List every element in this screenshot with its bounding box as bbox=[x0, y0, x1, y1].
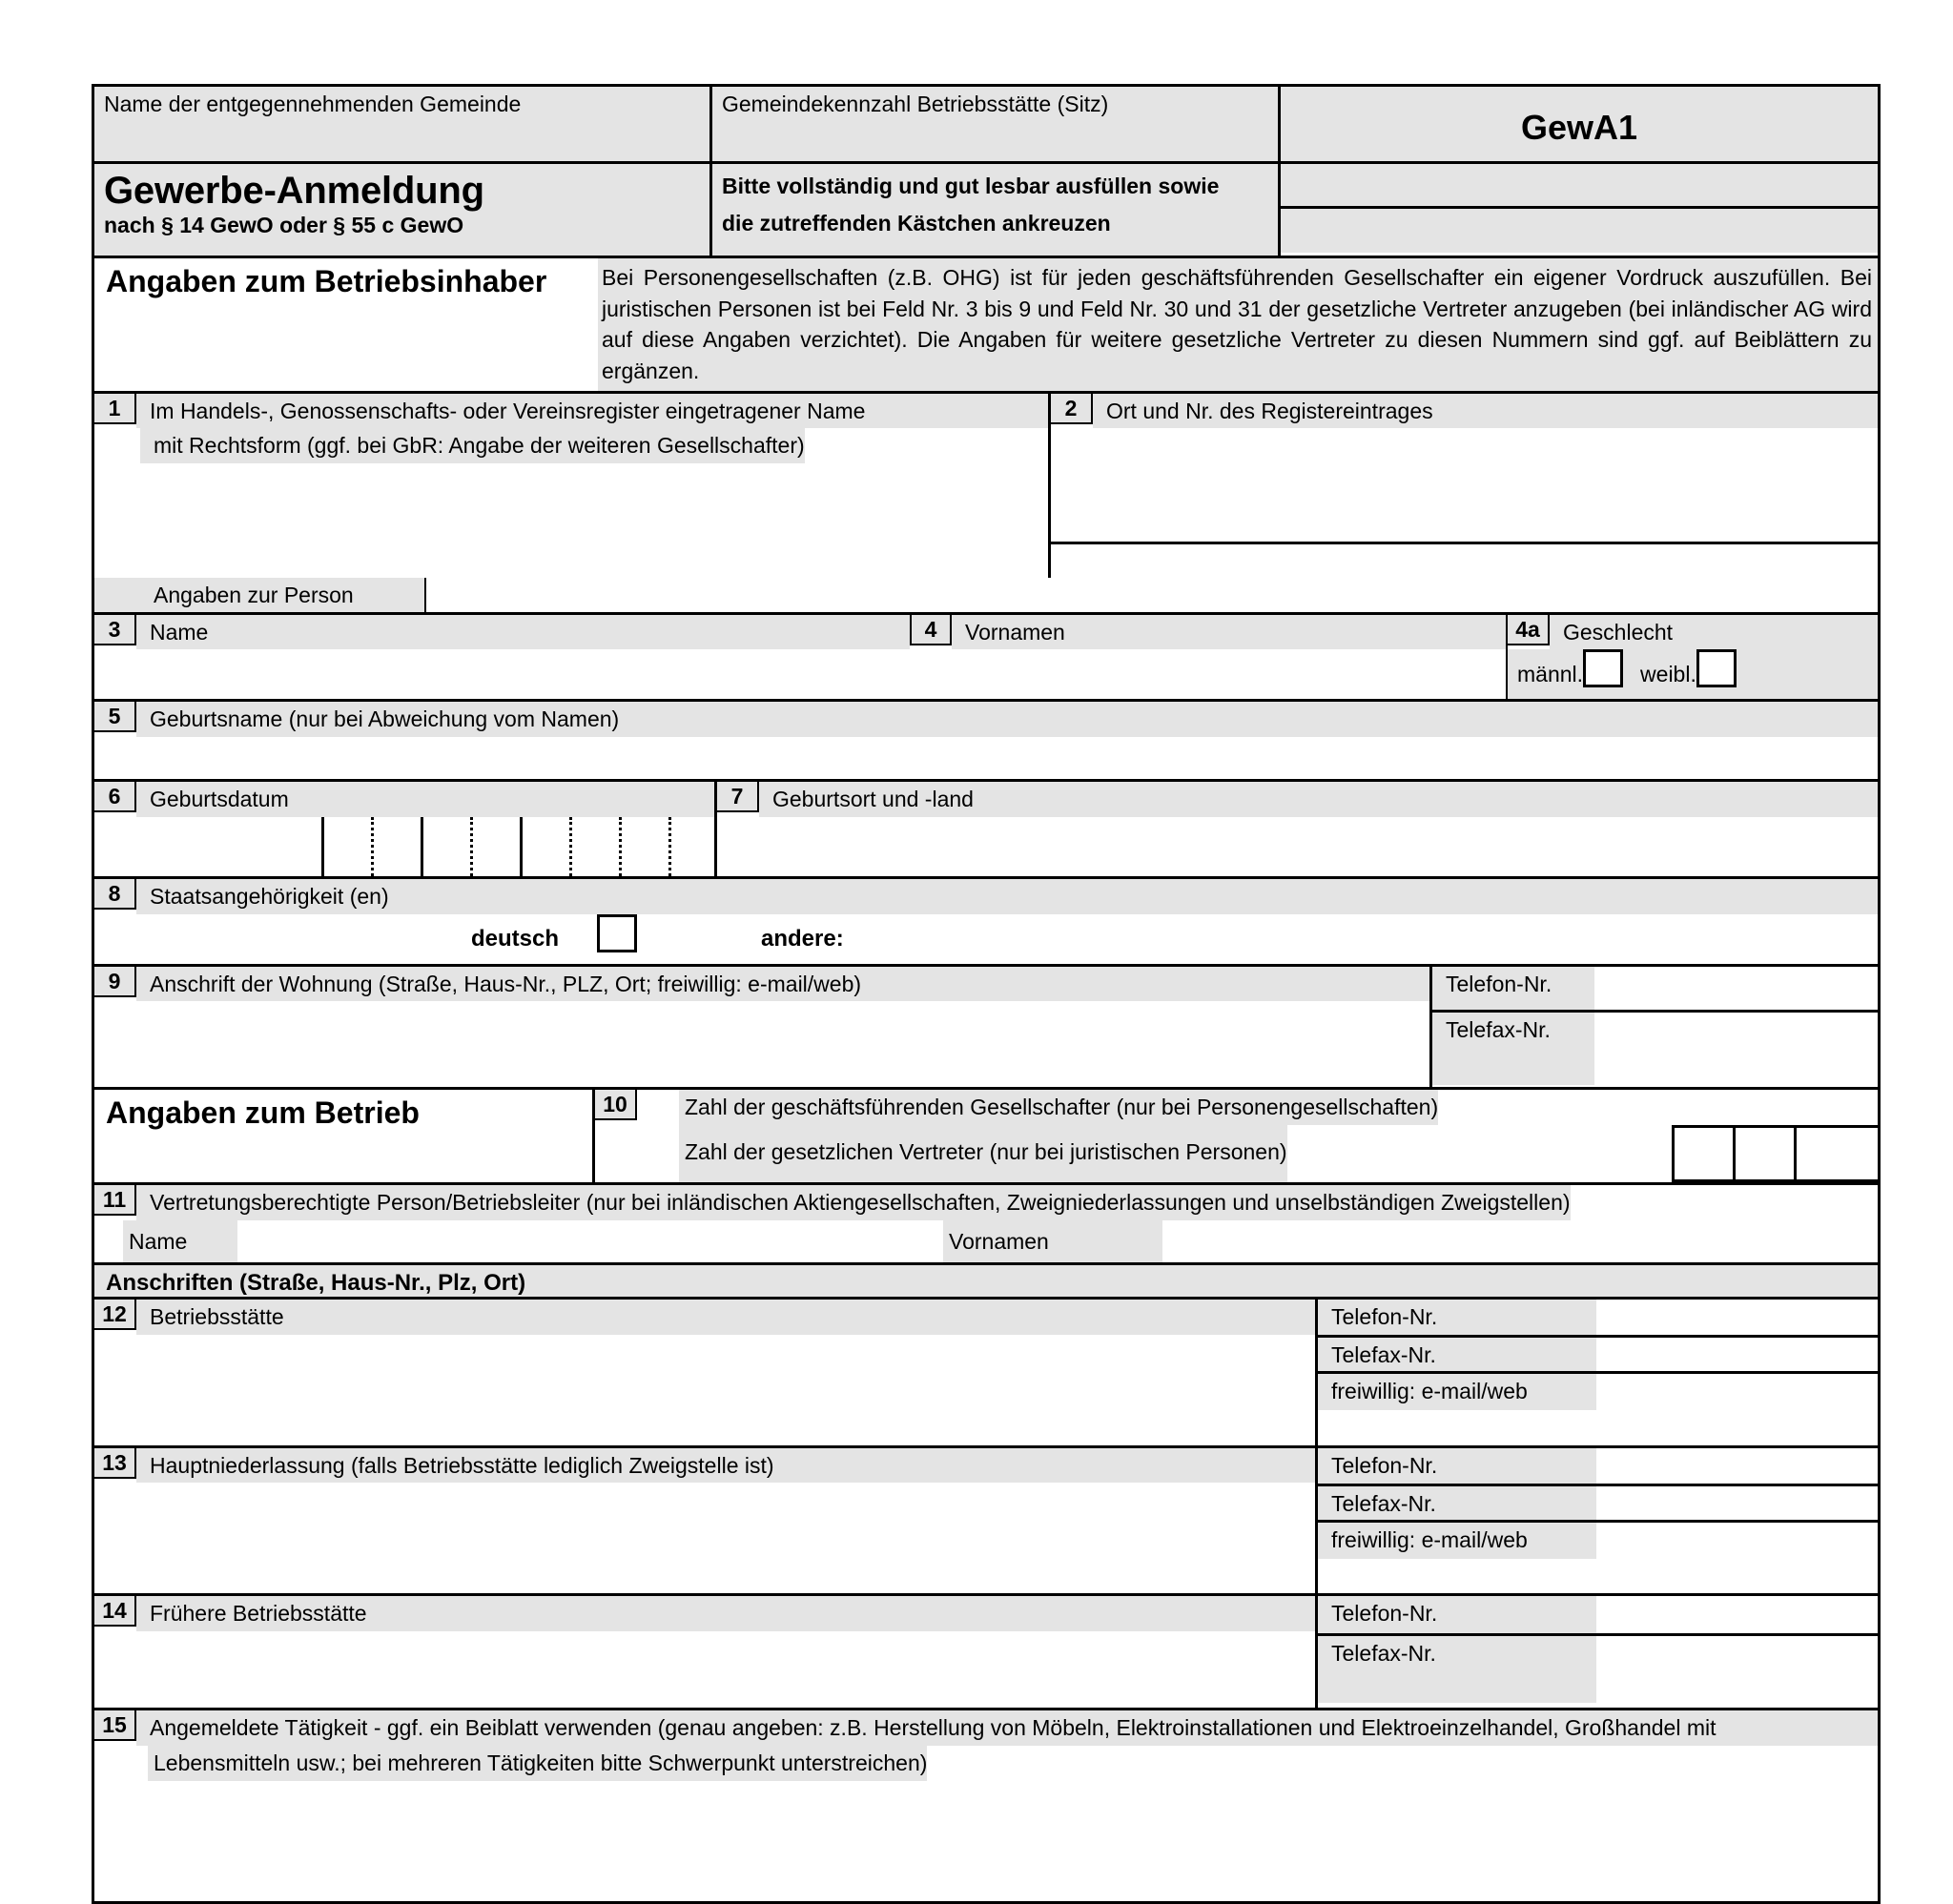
field-3-input[interactable] bbox=[94, 649, 910, 699]
date-cell-y3[interactable] bbox=[619, 817, 668, 876]
person-subheader-indent bbox=[94, 578, 140, 612]
field-4a-label: Geschlecht bbox=[1550, 615, 1878, 650]
field-12-phone-row bbox=[1318, 1300, 1878, 1338]
gemeindekennzahl-label: Gemeindekennzahl Betriebsstätte (Sitz) bbox=[712, 87, 1278, 161]
field-9-number: 9 bbox=[94, 967, 136, 997]
field-13-row bbox=[94, 1445, 1878, 1594]
owner-note-cell bbox=[598, 258, 1878, 391]
gemeinde-cell bbox=[94, 87, 712, 161]
page-title: Gewerbe-Anmeldung bbox=[104, 170, 484, 212]
field-11-row bbox=[94, 1182, 1878, 1262]
field-14-address-input[interactable] bbox=[94, 1631, 1315, 1708]
gemeinde-label: Name der entgegennehmenden Gemeinde bbox=[94, 87, 709, 161]
field-14-number: 14 bbox=[94, 1596, 136, 1627]
form-title-cell bbox=[94, 164, 712, 256]
field-12-number: 12 bbox=[94, 1300, 136, 1330]
field-13-number: 13 bbox=[94, 1448, 136, 1479]
field-14-contact-cell bbox=[1315, 1596, 1878, 1708]
field-9-phone-input[interactable] bbox=[1594, 967, 1878, 1010]
field-4a-options bbox=[1508, 649, 1878, 699]
field-8-label: Staatsangehörigkeit (en) bbox=[136, 879, 1878, 914]
field-13-phone-row bbox=[1318, 1448, 1878, 1486]
person-subheader-pad bbox=[426, 578, 1878, 612]
field-8-number: 8 bbox=[94, 879, 136, 910]
field-12-email-input[interactable] bbox=[1596, 1374, 1878, 1410]
field-12-address-input[interactable] bbox=[94, 1335, 1315, 1445]
field-10-pad-2 bbox=[1287, 1125, 1672, 1182]
field-9-row bbox=[94, 964, 1878, 1088]
field-9-label: Anschrift der Wohnung (Straße, Haus-Nr., PLZ, Ort; freiwillig: e-mail/web) bbox=[136, 967, 1429, 1002]
field-1-2-row bbox=[94, 391, 1878, 578]
business-section-row bbox=[94, 1087, 1878, 1182]
field-6-7-row bbox=[94, 779, 1878, 876]
field-7-label: Geburtsort und -land bbox=[759, 782, 1878, 817]
field-15-input[interactable] bbox=[94, 1781, 1878, 1901]
date-cell-m2[interactable] bbox=[470, 817, 520, 876]
field-14-row bbox=[94, 1593, 1878, 1708]
field-9-contact-cell bbox=[1429, 967, 1878, 1088]
field-6-date-comb[interactable] bbox=[94, 817, 714, 876]
checkbox-female[interactable] bbox=[1696, 649, 1737, 687]
header-row-top bbox=[94, 87, 1878, 161]
formcode-spacer-lower bbox=[1281, 209, 1878, 253]
date-cell-d1[interactable] bbox=[321, 817, 371, 876]
field-13-email-input[interactable] bbox=[1596, 1523, 1878, 1559]
field-13-address-input[interactable] bbox=[94, 1483, 1315, 1593]
field-8-row bbox=[94, 876, 1878, 964]
field-10-gap-2 bbox=[595, 1125, 679, 1182]
field-4-input[interactable] bbox=[910, 649, 1506, 699]
instruction-line-2: die zutreffenden Kästchen ankreuzen bbox=[722, 211, 1111, 235]
person-subheader-row bbox=[94, 578, 1878, 612]
gewa1-form bbox=[92, 84, 1881, 1904]
field-12-phone-input[interactable] bbox=[1596, 1300, 1878, 1335]
field-15-label-pad bbox=[927, 1746, 1878, 1781]
field-15-label-line-1: Angemeldete Tätigkeit - ggf. ein Beiblatt verwenden (genau angeben: z.B. Herstellung von Möbeln, Elektroinstallationen und Elektroeinzelhandel, Großhandel mit bbox=[136, 1710, 1878, 1746]
field-14-phone-row bbox=[1318, 1596, 1878, 1636]
field-14-phone-label: Telefon-Nr. bbox=[1318, 1596, 1596, 1633]
field-2-input[interactable] bbox=[1051, 428, 1878, 544]
field-14-label: Frühere Betriebsstätte bbox=[136, 1596, 1315, 1631]
field-1-cell bbox=[94, 394, 1048, 578]
field-13-fax-label: Telefax-Nr. bbox=[1318, 1486, 1596, 1520]
field-5-row bbox=[94, 699, 1878, 779]
checkbox-german[interactable] bbox=[597, 914, 637, 952]
field-3-header bbox=[94, 615, 910, 650]
field-7-cell bbox=[714, 782, 1878, 876]
field-2-cell bbox=[1048, 394, 1878, 578]
field-8-other-label: andere: bbox=[761, 925, 844, 952]
checkbox-male[interactable] bbox=[1583, 649, 1623, 687]
field-10-label-line-2: Zahl der gesetzlichen Vertreter (nur bei juristischen Personen) bbox=[679, 1125, 1287, 1182]
field-4-number: 4 bbox=[910, 615, 952, 645]
field-13-label: Hauptniederlassung (falls Betriebsstätte lediglich Zweigstelle ist) bbox=[136, 1448, 1315, 1484]
addresses-header-row bbox=[94, 1262, 1878, 1297]
field-4-label: Vornamen bbox=[952, 615, 1506, 650]
owner-section-title-cell bbox=[94, 258, 598, 391]
field-4-cell bbox=[910, 615, 1506, 700]
field-7-header bbox=[717, 782, 1878, 817]
business-section-title-cell bbox=[94, 1090, 592, 1182]
field-1-indent bbox=[94, 428, 140, 463]
field-9-fax-row bbox=[1432, 1013, 1878, 1085]
field-9-fax-label: Telefax-Nr. bbox=[1432, 1013, 1594, 1085]
field-10-count-box-2[interactable] bbox=[1733, 1125, 1794, 1182]
field-15-label-line-2: Lebensmitteln usw.; bei mehreren Tätigkeiten bitte Schwerpunkt unterstreichen) bbox=[148, 1746, 927, 1781]
formcode-cell bbox=[1281, 87, 1878, 161]
instruction-line-1: Bitte vollständig und gut lesbar ausfüllen sowie bbox=[722, 174, 1220, 198]
field-7-number: 7 bbox=[717, 782, 759, 812]
field-14-phone-input[interactable] bbox=[1596, 1596, 1878, 1633]
field-1-number: 1 bbox=[94, 394, 136, 424]
field-13-address-cell bbox=[94, 1448, 1315, 1594]
field-10-pad-1 bbox=[1438, 1090, 1878, 1125]
field-11-name-row bbox=[94, 1220, 1878, 1262]
field-15-indent bbox=[94, 1746, 148, 1781]
field-2-header bbox=[1051, 394, 1878, 429]
formcode-spacer-cell bbox=[1281, 164, 1878, 256]
date-cell-d2[interactable] bbox=[371, 817, 421, 876]
field-9-fax-input[interactable] bbox=[1594, 1013, 1878, 1085]
field-10-label-line-1: Zahl der geschäftsführenden Gesellschafter (nur bei Personengesellschaften) bbox=[679, 1090, 1438, 1125]
field-4a-number: 4a bbox=[1508, 615, 1550, 645]
field-9-header bbox=[94, 967, 1429, 1002]
field-4a-female-label: weibl. bbox=[1640, 662, 1696, 687]
field-12-header bbox=[94, 1300, 1315, 1335]
field-9-address-input[interactable] bbox=[94, 1001, 1429, 1087]
field-1-label-line-2-pad bbox=[805, 428, 1048, 463]
field-13-phone-label: Telefon-Nr. bbox=[1318, 1448, 1596, 1484]
field-11-name-input[interactable] bbox=[237, 1220, 943, 1262]
field-14-fax-input[interactable] bbox=[1596, 1636, 1878, 1703]
business-section-title: Angaben zum Betrieb bbox=[106, 1095, 420, 1131]
field-6-label: Geburtsdatum bbox=[136, 782, 714, 817]
field-1-header-2 bbox=[94, 428, 1048, 463]
field-15-header bbox=[94, 1710, 1878, 1746]
field-8-options bbox=[94, 914, 1878, 964]
owner-section-header bbox=[94, 256, 1878, 391]
field-14-address-cell bbox=[94, 1596, 1315, 1708]
field-12-label: Betriebsstätte bbox=[136, 1300, 1315, 1335]
field-10-gap-1 bbox=[637, 1090, 679, 1125]
field-6-number: 6 bbox=[94, 782, 136, 812]
field-11-label: Vertretungsberechtigte Person/Betriebsleiter (nur bei inländischen Aktiengesellschaften, Zweigniederlassungen und unselbständigen Zweigstellen) bbox=[136, 1185, 1571, 1220]
field-11-indent bbox=[94, 1220, 123, 1262]
field-2-number: 2 bbox=[1051, 394, 1093, 424]
field-2-label: Ort und Nr. des Registereintrages bbox=[1093, 394, 1878, 429]
field-6-header bbox=[94, 782, 714, 817]
field-12-fax-row bbox=[1318, 1338, 1878, 1374]
field-13-header bbox=[94, 1448, 1315, 1484]
header-row-title bbox=[94, 161, 1878, 256]
field-10-number: 10 bbox=[595, 1090, 637, 1120]
field-12-row bbox=[94, 1297, 1878, 1445]
owner-note: Bei Personengesellschaften (z.B. OHG) ist für jeden geschäftsführenden Gesellschafter ein eigener Vordruck auszufüllen. Bei juristischen Personen ist bei Feld Nr. 3 bis 9 und Feld Nr. 30 und 31 der gesetzliche Vertreter anzugeben (bei inländischer AG wird auf diese Angaben verzichtet). Die Angaben für weitere gesetzliche Vertreter zu diesen Nummern sind ggf. auf Beiblättern zu ergänzen. bbox=[598, 258, 1878, 391]
field-15-header-2 bbox=[94, 1746, 1878, 1781]
field-1-label-line-2: mit Rechtsform (ggf. bei GbR: Angabe der weiteren Gesellschafter) bbox=[140, 428, 805, 463]
field-13-phone-input[interactable] bbox=[1596, 1448, 1878, 1484]
field-1-header bbox=[94, 394, 1048, 429]
field-11-vornamen-input[interactable] bbox=[1162, 1220, 1878, 1262]
form-code: GewA1 bbox=[1520, 108, 1638, 147]
field-11-label-pad bbox=[1571, 1185, 1878, 1220]
date-cell-y2[interactable] bbox=[569, 817, 619, 876]
field-12-address-cell bbox=[94, 1300, 1315, 1445]
field-5-number: 5 bbox=[94, 702, 136, 732]
date-cell-pad bbox=[94, 817, 321, 876]
gemeindekennzahl-cell bbox=[712, 87, 1281, 161]
field-3-4-4a-row bbox=[94, 612, 1878, 700]
field-4a-header bbox=[1508, 615, 1878, 650]
field-3-number: 3 bbox=[94, 615, 136, 645]
field-1-input[interactable] bbox=[94, 463, 1048, 570]
field-15-row bbox=[94, 1708, 1878, 1901]
field-3-cell bbox=[94, 615, 910, 700]
field-11-name-label: Name bbox=[123, 1220, 237, 1262]
field-8-header bbox=[94, 879, 1878, 914]
field-6-cell bbox=[94, 782, 714, 876]
field-10-cell bbox=[592, 1090, 1878, 1182]
field-13-email-row bbox=[1318, 1523, 1878, 1559]
field-11-vornamen-label: Vornamen bbox=[943, 1220, 1162, 1262]
formcode-spacer-upper bbox=[1281, 164, 1878, 209]
field-11-number: 11 bbox=[94, 1185, 136, 1216]
date-cell-m1[interactable] bbox=[421, 817, 470, 876]
field-10-count-box-3[interactable] bbox=[1794, 1125, 1878, 1182]
addresses-header-label: Anschriften (Straße, Haus-Nr., Plz, Ort) bbox=[94, 1265, 1878, 1297]
field-12-email-row bbox=[1318, 1374, 1878, 1410]
field-14-fax-label: Telefax-Nr. bbox=[1318, 1636, 1596, 1703]
field-4-header bbox=[910, 615, 1506, 650]
field-10-count-box-1[interactable] bbox=[1672, 1125, 1733, 1182]
field-3-label: Name bbox=[136, 615, 910, 650]
field-7-input[interactable] bbox=[717, 817, 1878, 876]
field-14-fax-row bbox=[1318, 1636, 1878, 1703]
instruction-cell bbox=[712, 164, 1281, 256]
field-9-address-cell bbox=[94, 967, 1429, 1088]
field-14-header bbox=[94, 1596, 1315, 1631]
page-subtitle: nach § 14 GewO oder § 55 c GewO bbox=[104, 213, 464, 237]
field-12-email-label: freiwillig: e-mail/web bbox=[1318, 1374, 1596, 1410]
field-4a-male-label: männl. bbox=[1517, 662, 1584, 687]
field-13-fax-row bbox=[1318, 1486, 1878, 1523]
field-5-label: Geburtsname (nur bei Abweichung vom Namen) bbox=[136, 702, 1878, 737]
field-8-german-label: deutsch bbox=[471, 925, 560, 952]
date-cell-y1[interactable] bbox=[520, 817, 569, 876]
field-13-email-label: freiwillig: e-mail/web bbox=[1318, 1523, 1596, 1559]
field-12-fax-label: Telefax-Nr. bbox=[1318, 1338, 1596, 1371]
field-5-input[interactable] bbox=[94, 737, 1878, 779]
field-12-contact-cell bbox=[1315, 1300, 1878, 1445]
field-12-phone-label: Telefon-Nr. bbox=[1318, 1300, 1596, 1335]
field-10-line-1 bbox=[595, 1090, 1878, 1125]
date-cell-y4[interactable] bbox=[668, 817, 714, 876]
field-1-label-line-1: Im Handels-, Genossenschafts- oder Vereinsregister eingetragener Name bbox=[136, 394, 1048, 429]
field-5-header bbox=[94, 702, 1878, 737]
field-15-number: 15 bbox=[94, 1710, 136, 1741]
field-13-fax-input[interactable] bbox=[1596, 1486, 1878, 1520]
field-4a-cell bbox=[1506, 615, 1878, 700]
field-13-contact-cell bbox=[1315, 1448, 1878, 1594]
field-11-header bbox=[94, 1185, 1878, 1220]
person-subheader-label: Angaben zur Person bbox=[140, 578, 426, 612]
owner-section-title: Angaben zum Betriebsinhaber bbox=[106, 264, 547, 298]
field-12-fax-input[interactable] bbox=[1596, 1338, 1878, 1371]
field-10-line-2 bbox=[595, 1125, 1878, 1182]
field-9-phone-label: Telefon-Nr. bbox=[1432, 967, 1594, 1010]
field-9-phone-row bbox=[1432, 967, 1878, 1013]
